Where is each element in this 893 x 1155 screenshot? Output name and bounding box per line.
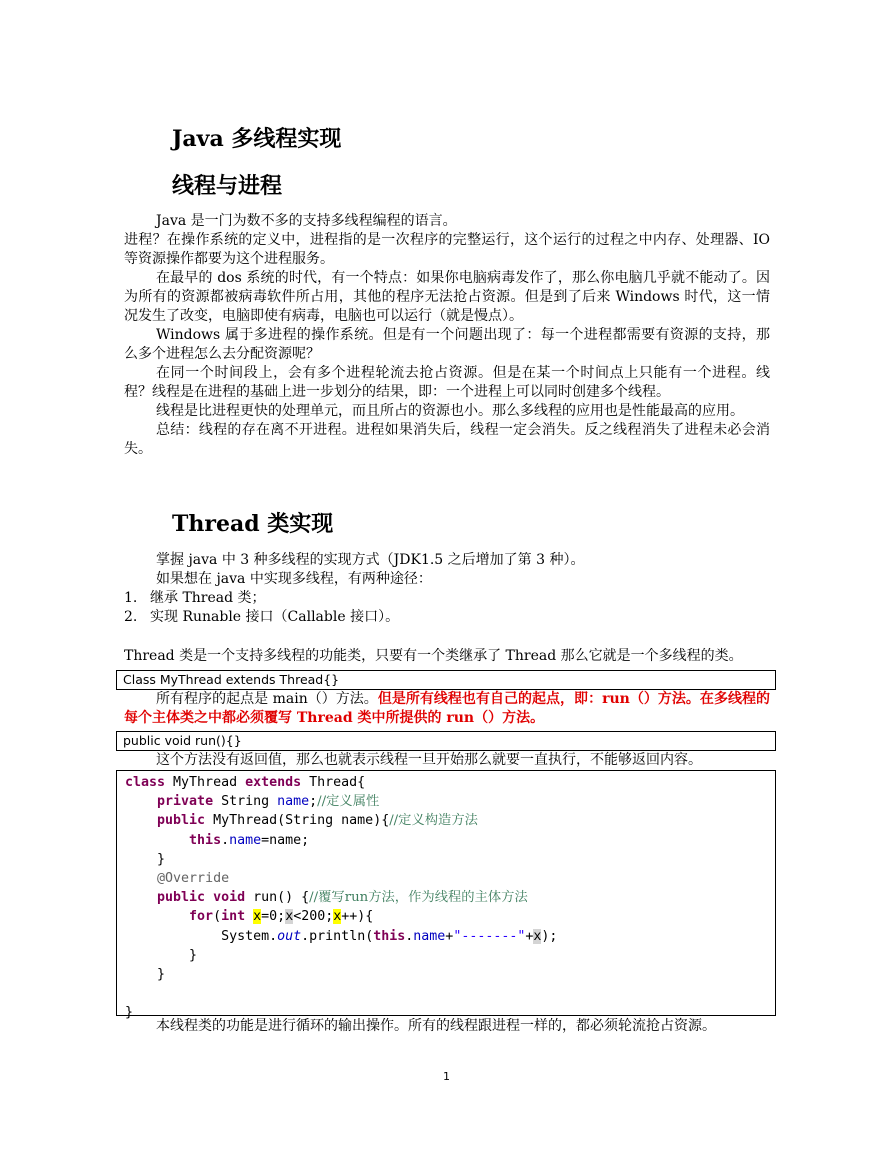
- code-line: System.out.println(this.name+"-------"+x);: [221, 928, 558, 944]
- paragraph-text: 所有程序的起点是 main（）方法。: [156, 691, 378, 707]
- code-line: for(int x=0;x<200;x++){: [189, 909, 374, 925]
- paragraph: Windows 属于多进程的操作系统。但是有一个问题出现了：每一个进程都需要有资源的支持，那么多个进程怎么去分配资源呢？: [124, 327, 770, 362]
- document-title: Java 多线程实现: [172, 126, 342, 152]
- paragraph: 本线程类的功能是进行循环的输出操作。所有的线程跟进程一样的，都必须轮流抢占资源。: [156, 1018, 716, 1034]
- paragraph: 总结：线程的存在离不开进程。进程如果消失后，线程一定会消失。反之线程消失了进程未必会消失。: [124, 422, 770, 457]
- list-number: 2.: [124, 609, 138, 625]
- code-line: this.name=name;: [189, 832, 310, 848]
- paragraph: 如果想在 java 中实现多线程，有两种途径：: [156, 571, 432, 587]
- code-line: }: [189, 947, 198, 963]
- run-method-paragraph: [124, 690, 770, 728]
- paragraph: 在同一个时间段上，会有多个进程轮流去抢占资源。但是在某一个时间点上只能有一个进程。线程？线程是在进程的基础上进一步划分的结果，即：一个进程上可以同时创建多个线程。: [124, 365, 770, 400]
- code-line: @Override: [157, 871, 230, 887]
- paragraph: 掌握 java 中 3 种多线程的实现方式（JDK1.5 之后增加了第 3 种）。: [156, 552, 585, 568]
- paragraph: 线程是比进程更快的处理单元，而且所占的资源也小。那么多线程的应用也是性能最高的应用。: [156, 403, 744, 419]
- emphasis-text: 但是所有线程也有自己的起点，即：run（）方法。在多线程的每个主体类之中都必须覆写 Thread 类中所提供的 run（）方法。: [124, 691, 770, 726]
- code-line: }: [157, 967, 166, 983]
- code-line: public MyThread(String name){//定义构造方法: [157, 813, 478, 829]
- list-item: [124, 608, 770, 627]
- paragraph: 在最早的 dos 系统的时代，有一个特点：如果你电脑病毒发作了，那么你电脑几乎就不能动了。因为所有的资源都被病毒软件所占用，其他的程序无法抢占资源。但是到了后来 Windows 时代，这一情况发生了改变，电脑即使有病毒，电脑也可以运行（就是慢点）。: [124, 270, 770, 324]
- paragraph: Java 是一门为数不多的支持多线程编程的语言。: [156, 213, 457, 229]
- code-block-mythread: [116, 770, 776, 1021]
- code-line: public void run() {//覆写run方法，作为线程的主体方法: [157, 890, 528, 906]
- section-heading-threads-processes: 线程与进程: [172, 173, 283, 199]
- code-line: private String name;//定义属性: [157, 794, 380, 810]
- code-line: }: [125, 1005, 134, 1021]
- list-item: [124, 589, 770, 608]
- code-box-class-declaration: Class MyThread extends Thread{}: [116, 670, 776, 690]
- code-line: }: [157, 851, 166, 867]
- code-line: class MyThread extends Thread{: [125, 775, 366, 790]
- paragraph: 进程？在操作系统的定义中，进程指的是一次程序的完整运行，这个运行的过程之中内存、处理器、IO 等资源操作都要为这个进程服务。: [124, 232, 770, 267]
- paragraph: Thread 类是一个支持多线程的功能类，只要有一个类继承了 Thread 那么它就是一个多线程的类。: [124, 648, 743, 664]
- list-number: 1.: [124, 590, 138, 606]
- section-heading-thread-class: Thread 类实现: [172, 511, 334, 537]
- loop-output-paragraph: [124, 1017, 770, 1036]
- code-box-run-method: public void run(){}: [116, 731, 776, 751]
- return-value-paragraph: [124, 751, 770, 770]
- page-number: 1: [443, 1070, 450, 1083]
- section-threads-processes-body: [124, 212, 770, 459]
- section-thread-class-body: [124, 551, 770, 666]
- list-text: 实现 Runable 接口（Callable 接口）。: [150, 609, 400, 625]
- list-text: 继承 Thread 类；: [150, 590, 266, 606]
- paragraph: 这个方法没有返回值，那么也就表示线程一旦开始那么就要一直执行，不能够返回内容。: [156, 752, 702, 768]
